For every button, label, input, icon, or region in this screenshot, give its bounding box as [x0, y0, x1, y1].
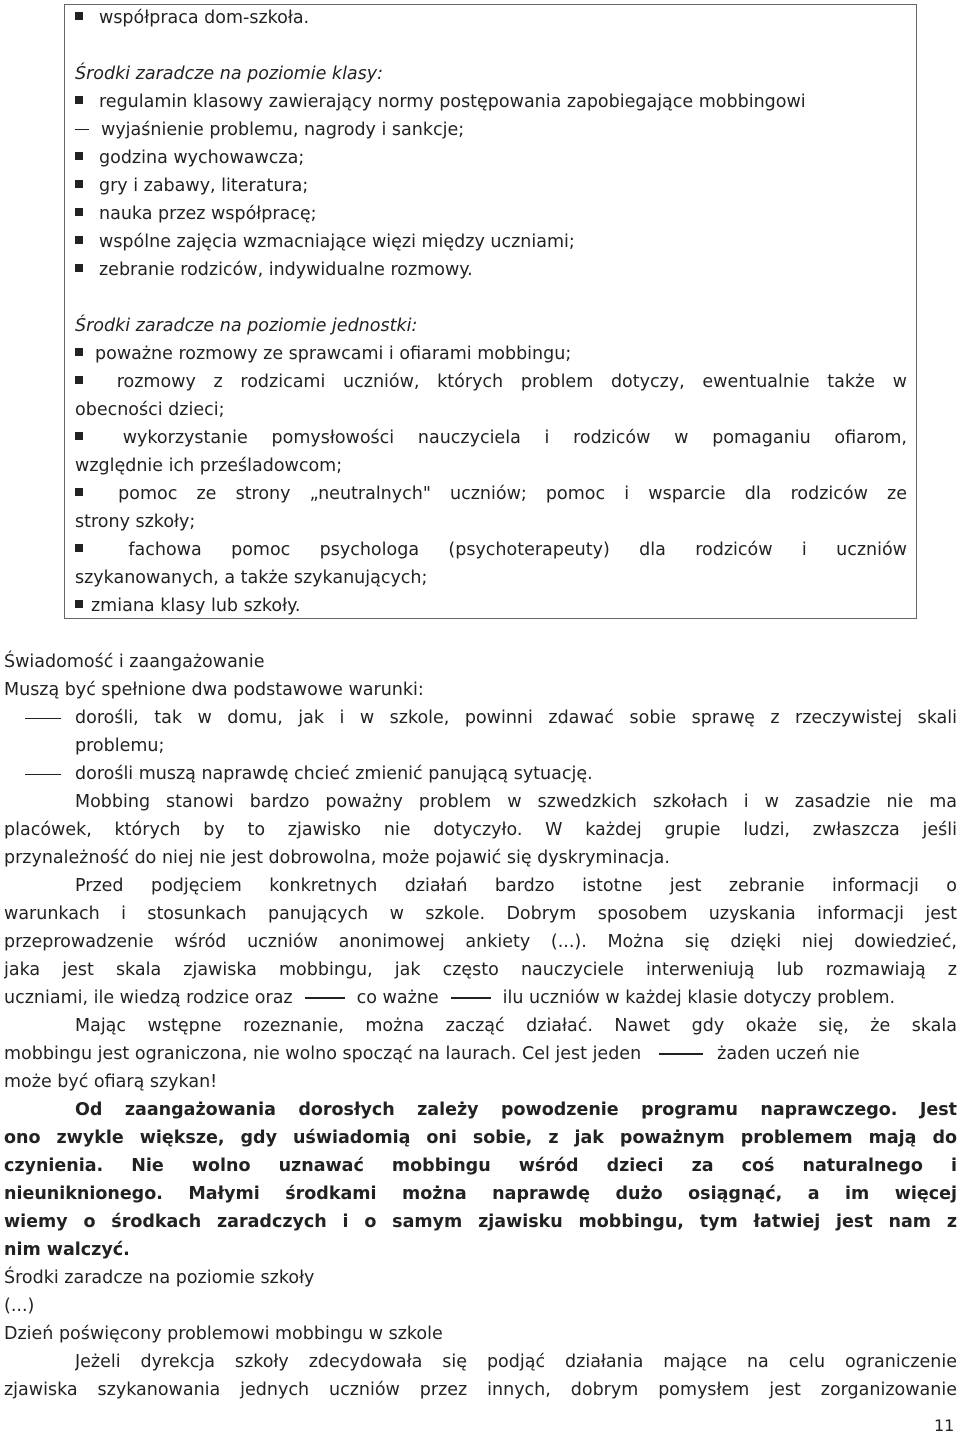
list-item: [75, 228, 575, 256]
text-segment: uczniami, ile wiedzą rodzice oraz: [4, 988, 293, 1008]
list-item-text: gry i zabawy, literatura;: [99, 176, 309, 196]
list-item-continuation: obecności dzieci;: [75, 400, 225, 420]
paragraph-line: Przed podjęciem konkretnych działań bardzo istotne jest zebranie informacji o: [75, 876, 957, 896]
square-bullet-icon: [75, 152, 83, 160]
text-segment: co ważne: [356, 988, 439, 1008]
list-item: [75, 592, 301, 620]
list-item-text: godzina wychowawcza;: [99, 148, 305, 168]
list-item: [75, 256, 473, 284]
list-item: [75, 536, 907, 564]
square-bullet-icon: [75, 96, 83, 104]
condition-item: dorośli muszą naprawdę chcieć zmienić panującą sytuację.: [75, 764, 593, 784]
paragraph-line: Mając wstępne rozeznanie, można zacząć działać. Nawet gdy okaże się, że skala: [75, 1016, 957, 1036]
list-item-continuation: szykanowanych, a także szykanujących;: [75, 568, 428, 588]
dash-icon: [25, 718, 61, 719]
individual-level-heading: Środki zaradcze na poziomie jednostki:: [75, 316, 418, 336]
list-item: [75, 200, 317, 228]
paragraph-line: czynienia. Nie wolno uznawać mobbingu wśród dzieci za coś naturalnego i: [4, 1156, 957, 1176]
dash-icon: [305, 997, 345, 998]
paragraph-line: przynależność do niej nie jest dobrowolna, może pojawić się dyskryminacja.: [4, 848, 670, 868]
list-item-text: poważne rozmowy ze sprawcami i ofiarami mobbingu;: [95, 344, 572, 364]
text-segment: mobbingu jest ograniczona, nie wolno spocząć na laurach. Cel jest jeden: [4, 1044, 642, 1064]
paragraph-line: (...): [4, 1296, 35, 1316]
list-item: wyjaśnienie problemu, nagrody i sankcje;: [101, 120, 465, 140]
square-bullet-icon: [75, 12, 83, 20]
square-bullet-icon: [75, 488, 83, 496]
list-item-continuation: strony szkoły;: [75, 512, 196, 532]
paragraph-line: może być ofiarą szykan!: [4, 1072, 218, 1092]
list-item: [75, 368, 907, 396]
square-bullet-icon: [75, 180, 83, 188]
paragraph-line: przeprowadzenie wśród uczniów anonimowej ankiety (...). Można się dzięki niej dowiedzieć,: [4, 932, 957, 952]
text-segment: żaden uczeń nie: [717, 1044, 860, 1064]
paragraph-line: ono zwykle większe, gdy uświadomią oni sobie, z jak poważnym problemem mają do: [4, 1128, 957, 1148]
section-heading: Świadomość i zaangażowanie: [4, 652, 265, 672]
list-item: [75, 88, 806, 116]
list-item-text: wspólne zajęcia wzmacniające więzi między uczniami;: [99, 232, 575, 252]
paragraph-line: nim walczyć.: [4, 1240, 130, 1260]
list-item-text: wykorzystanie pomysłowości nauczyciela i rodziców w pomaganiu ofiarom,: [122, 428, 907, 448]
paragraph-line: Mobbing stanowi bardzo poważny problem w szwedzkich szkołach i w zasadzie nie ma: [75, 792, 957, 812]
paragraph-line: wiemy o środkach zaradczych i o samym zjawisku mobbingu, tym łatwiej jest nam z: [4, 1212, 957, 1232]
list-item-text: nauka przez współpracę;: [99, 204, 317, 224]
list-item-text: rozmowy z rodzicami uczniów, których problem dotyczy, ewentualnie także w: [116, 372, 907, 392]
paragraph-line: warunkach i stosunkach panujących w szkole. Dobrym sposobem uzyskania informacji jest: [4, 904, 957, 924]
square-bullet-icon: [75, 208, 83, 216]
list-item: [75, 4, 309, 32]
list-item: [75, 424, 907, 452]
list-item-text: zmiana klasy lub szkoły.: [91, 596, 301, 616]
section-heading: Środki zaradcze na poziomie szkoły: [4, 1268, 315, 1288]
list-item-text: zebranie rodziców, indywidualne rozmowy.: [99, 260, 473, 280]
page-number: 11: [934, 1416, 955, 1435]
class-level-heading: Środki zaradcze na poziomie klasy:: [75, 64, 384, 84]
list-item-text: fachowa pomoc psychologa (psychoterapeuty) dla rodziców i uczniów: [128, 540, 907, 560]
paragraph-line: Muszą być spełnione dwa podstawowe warunki:: [4, 680, 424, 700]
dash-icon: [451, 997, 491, 998]
list-item: [75, 144, 304, 172]
list-item: [75, 480, 907, 508]
square-bullet-icon: [75, 376, 83, 384]
section-heading: Dzień poświęcony problemowi mobbingu w szkole: [4, 1324, 443, 1344]
list-item-text: współpraca dom-szkoła.: [99, 8, 310, 28]
condition-item: dorośli, tak w domu, jak i w szkole, powinni zdawać sobie sprawę z rzeczywistej skali: [75, 708, 957, 728]
dash-icon: [659, 1053, 703, 1054]
paragraph-line: zjawiska szykanowania jednych uczniów przez innych, dobrym pomysłem jest zorganizowanie: [4, 1380, 957, 1400]
paragraph-line: [4, 1040, 957, 1068]
dash-icon: [25, 774, 61, 775]
square-bullet-icon: [75, 600, 83, 608]
list-item-text: regulamin klasowy zawierający normy postępowania zapobiegające mobbingowi: [99, 92, 806, 112]
square-bullet-icon: [75, 236, 83, 244]
condition-item-continuation: problemu;: [75, 736, 165, 756]
square-bullet-icon: [75, 544, 83, 552]
list-item: [75, 172, 308, 200]
paragraph-line: Od zaangażowania dorosłych zależy powodzenie programu naprawczego. Jest: [75, 1100, 957, 1120]
text-segment: ilu uczniów w każdej klasie dotyczy problem.: [502, 988, 896, 1008]
square-bullet-icon: [75, 264, 83, 272]
square-bullet-icon: [75, 432, 83, 440]
paragraph-line: placówek, których by to zjawisko nie dotyczyło. W każdej grupie ludzi, zwłaszcza jeśli: [4, 820, 957, 840]
list-item-continuation: względnie ich prześladowcom;: [75, 456, 343, 476]
paragraph-line: [4, 984, 895, 1012]
paragraph-line: Jeżeli dyrekcja szkoły zdecydowała się podjąć działania mające na celu ograniczenie: [75, 1352, 957, 1372]
dash-icon: [75, 129, 89, 130]
list-item-text: pomoc ze strony „neutralnych" uczniów; pomoc i wsparcie dla rodziców ze: [118, 484, 907, 504]
list-item: [75, 340, 571, 368]
paragraph-line: jaka jest skala zjawiska mobbingu, jak często nauczyciele interweniują lub rozmawiają z: [4, 960, 957, 980]
square-bullet-icon: [75, 348, 83, 356]
paragraph-line: nieuniknionego. Małymi środkami można naprawdę dużo osiągnąć, a im więcej: [4, 1184, 957, 1204]
